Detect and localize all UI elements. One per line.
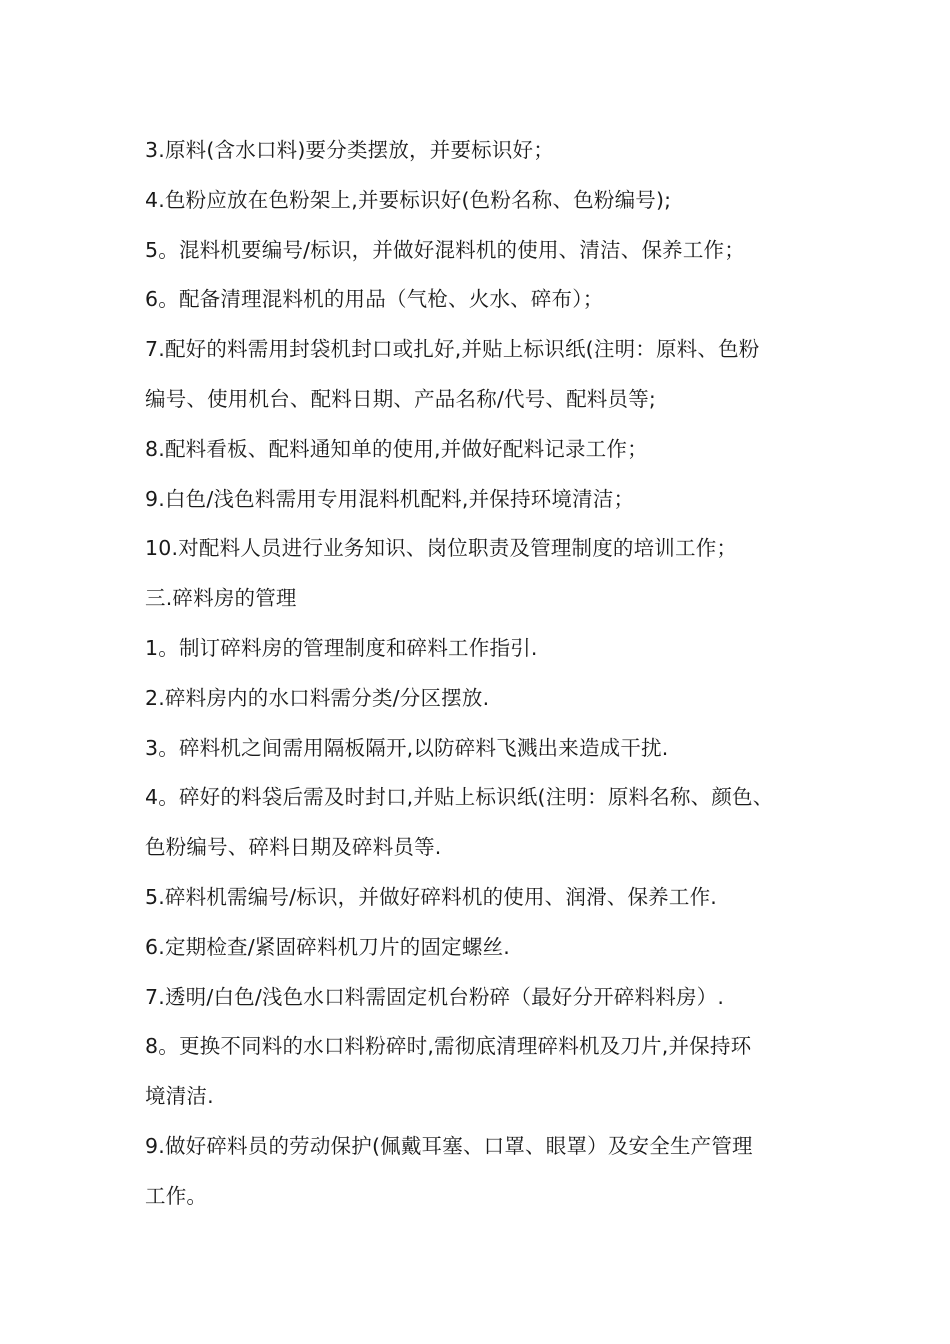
- text-line: 4。碎好的料袋后需及时封口,并贴上标识纸(注明：原料名称、颜色、: [145, 785, 774, 810]
- text-line: 3.原料(含水口料)要分类摆放，并要标识好；: [145, 138, 554, 162]
- section-heading: 三.碎料房的管理: [145, 586, 297, 611]
- text-line: 境清洁.: [145, 1084, 214, 1109]
- text-line: 色粉编号、碎料日期及碎料员等.: [145, 835, 442, 860]
- text-line: 7.配好的料需用封袋机封口或扎好,并贴上标识纸(注明：原料、色粉: [145, 337, 760, 362]
- text-line: 9.做好碎料员的劳动保护(佩戴耳塞、口罩、眼罩）及安全生产管理: [145, 1133, 753, 1158]
- text-line: 编号、使用机台、配料日期、产品名称/代号、配料员等;: [145, 386, 657, 411]
- text-line: 工作。: [145, 1183, 208, 1208]
- text-line: 10.对配料人员进行业务知识、岗位职责及管理制度的培训工作；: [145, 536, 738, 561]
- text-line: 7.透明/白色/浅色水口料需固定机台粉碎（最好分开碎料料房）.: [145, 984, 725, 1009]
- text-line: 8.配料看板、配料通知单的使用,并做好配料记录工作；: [145, 436, 648, 461]
- text-line: 5。混料机要编号/标识，并做好混料机的使用、清洁、保养工作；: [145, 237, 745, 262]
- text-line: 6.定期检查/紧固碎料机刀片的固定螺丝.: [145, 934, 510, 959]
- text-line: 4.色粉应放在色粉架上,并要标识好(色粉名称、色粉编号);: [145, 187, 672, 212]
- text-line: 3。碎料机之间需用隔板隔开,以防碎料飞溅出来造成干扰.: [145, 735, 669, 760]
- text-line: 9.白色/浅色料需用专用混料机配料,并保持环境清洁；: [145, 486, 635, 511]
- text-line: 6。配备清理混料机的用品（气枪、火水、碎布）；: [145, 287, 604, 312]
- text-line: 1。制订碎料房的管理制度和碎料工作指引.: [145, 635, 538, 660]
- document-body: [145, 130, 845, 1226]
- text-line: 2.碎料房内的水口料需分类/分区摆放.: [145, 685, 490, 710]
- text-line: 8。更换不同料的水口料粉碎时,需彻底清理碎料机及刀片,并保持环: [145, 1034, 752, 1059]
- text-line: 5.碎料机需编号/标识，并做好碎料机的使用、润滑、保养工作.: [145, 884, 717, 909]
